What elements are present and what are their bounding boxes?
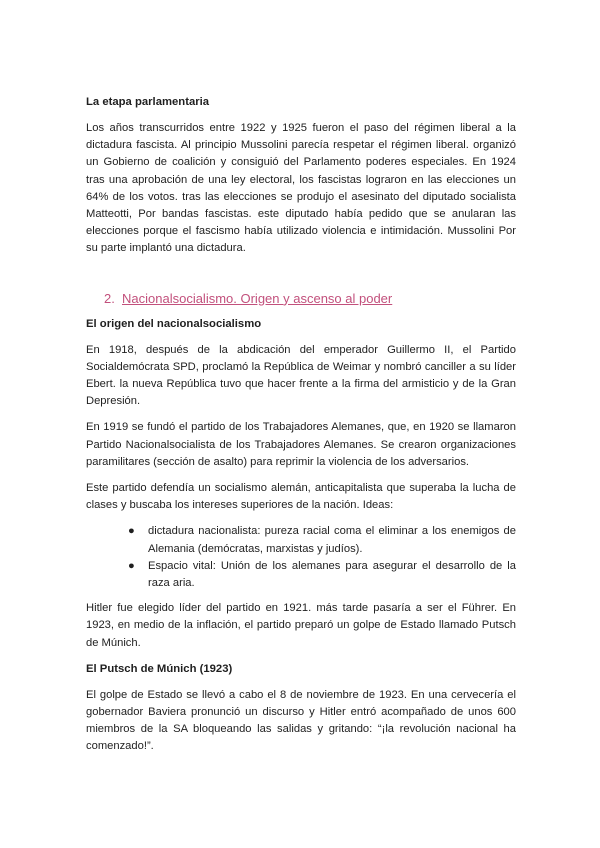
section-2-title-text: Nacionalsocialismo. Origen y ascenso al poder bbox=[122, 290, 393, 306]
ideas-list bbox=[86, 523, 516, 592]
heading-origen-nacionalsocialismo: El origen del nacionalsocialismo bbox=[86, 317, 262, 330]
heading-putsch-munich: El Putsch de Múnich (1923) bbox=[86, 662, 233, 675]
paragraph-origen-4: Hitler fue elegido líder del partido en 1921. más tarde pasaría a ser el Führer. En 1923, en medio de la inflación, el partido preparó un golpe de Estado llamado Putsch de Múnich. bbox=[86, 602, 516, 649]
paragraph-origen-2: En 1919 se fundó el partido de los Trabajadores Alemanes, que, en 1920 se llamaron Partido Nacionalsocialista de los Trabajadores Alemanes. Se crearon organizaciones paramilitares (sección de asalto) para reprimir la violencia de los adversarios. bbox=[86, 421, 516, 468]
paragraph-origen-1: En 1918, después de la abdicación del emperador Guillermo II, el Partido Socialdemócrata SPD, proclamó la República de Weimar y nombró canciller a su líder Ebert. la nueva República tuvo que hacer frente a la firma del armisticio y de la Gran Depresión. bbox=[86, 343, 516, 408]
idea-text: dictadura nacionalista: pureza racial coma el eliminar a los enemigos de Alemania (demócratas, marxistas y judíos). bbox=[148, 525, 516, 555]
section-2-number: 2. bbox=[104, 290, 115, 306]
document-page bbox=[86, 94, 516, 765]
section-2-title bbox=[104, 290, 516, 308]
list-item bbox=[128, 558, 516, 592]
paragraph-etapa-parlamentaria: Los años transcurridos entre 1922 y 1925 fueron el paso del régimen liberal a la dictadura fascista. Al principio Mussolini parecía respetar el régimen liberal. organizó un Gobierno de coalición y consiguió del Parlamento poderes especiales. En 1924 tras una aprobación de una ley electoral, los fascistas lograron en las elecciones un 64% de los votos. tras las elecciones se produjo el asesinato del diputado socialista Matteotti, Por bandas fascistas. este diputado había pedido que se anularan las elecciones porque el fascismo había utilizado violencia e intimidación. Mussolini Por su parte implantó una dictadura. bbox=[86, 122, 516, 255]
paragraph-putsch-1: El golpe de Estado se llevó a cabo el 8 de noviembre de 1923. En una cervecería el gobernador Baviera pronunció un discurso y Hitler entró acompañado de unos 600 miembros de la SA bloqueando las salidas y gritando: “¡la revolución nacional ha comenzado!”. bbox=[86, 688, 516, 753]
bullet-icon: ● bbox=[128, 559, 135, 572]
list-item bbox=[128, 523, 516, 557]
idea-text: Espacio vital: Unión de los alemanes para asegurar el desarrollo de la raza aria. bbox=[148, 559, 516, 590]
paragraph-origen-3: Este partido defendía un socialismo alemán, anticapitalista que superaba la lucha de clases y buscaba los intereses superiores de la nación. Ideas: bbox=[86, 482, 516, 512]
heading-etapa-parlamentaria: La etapa parlamentaria bbox=[86, 96, 210, 108]
bullet-icon: ● bbox=[128, 525, 135, 538]
